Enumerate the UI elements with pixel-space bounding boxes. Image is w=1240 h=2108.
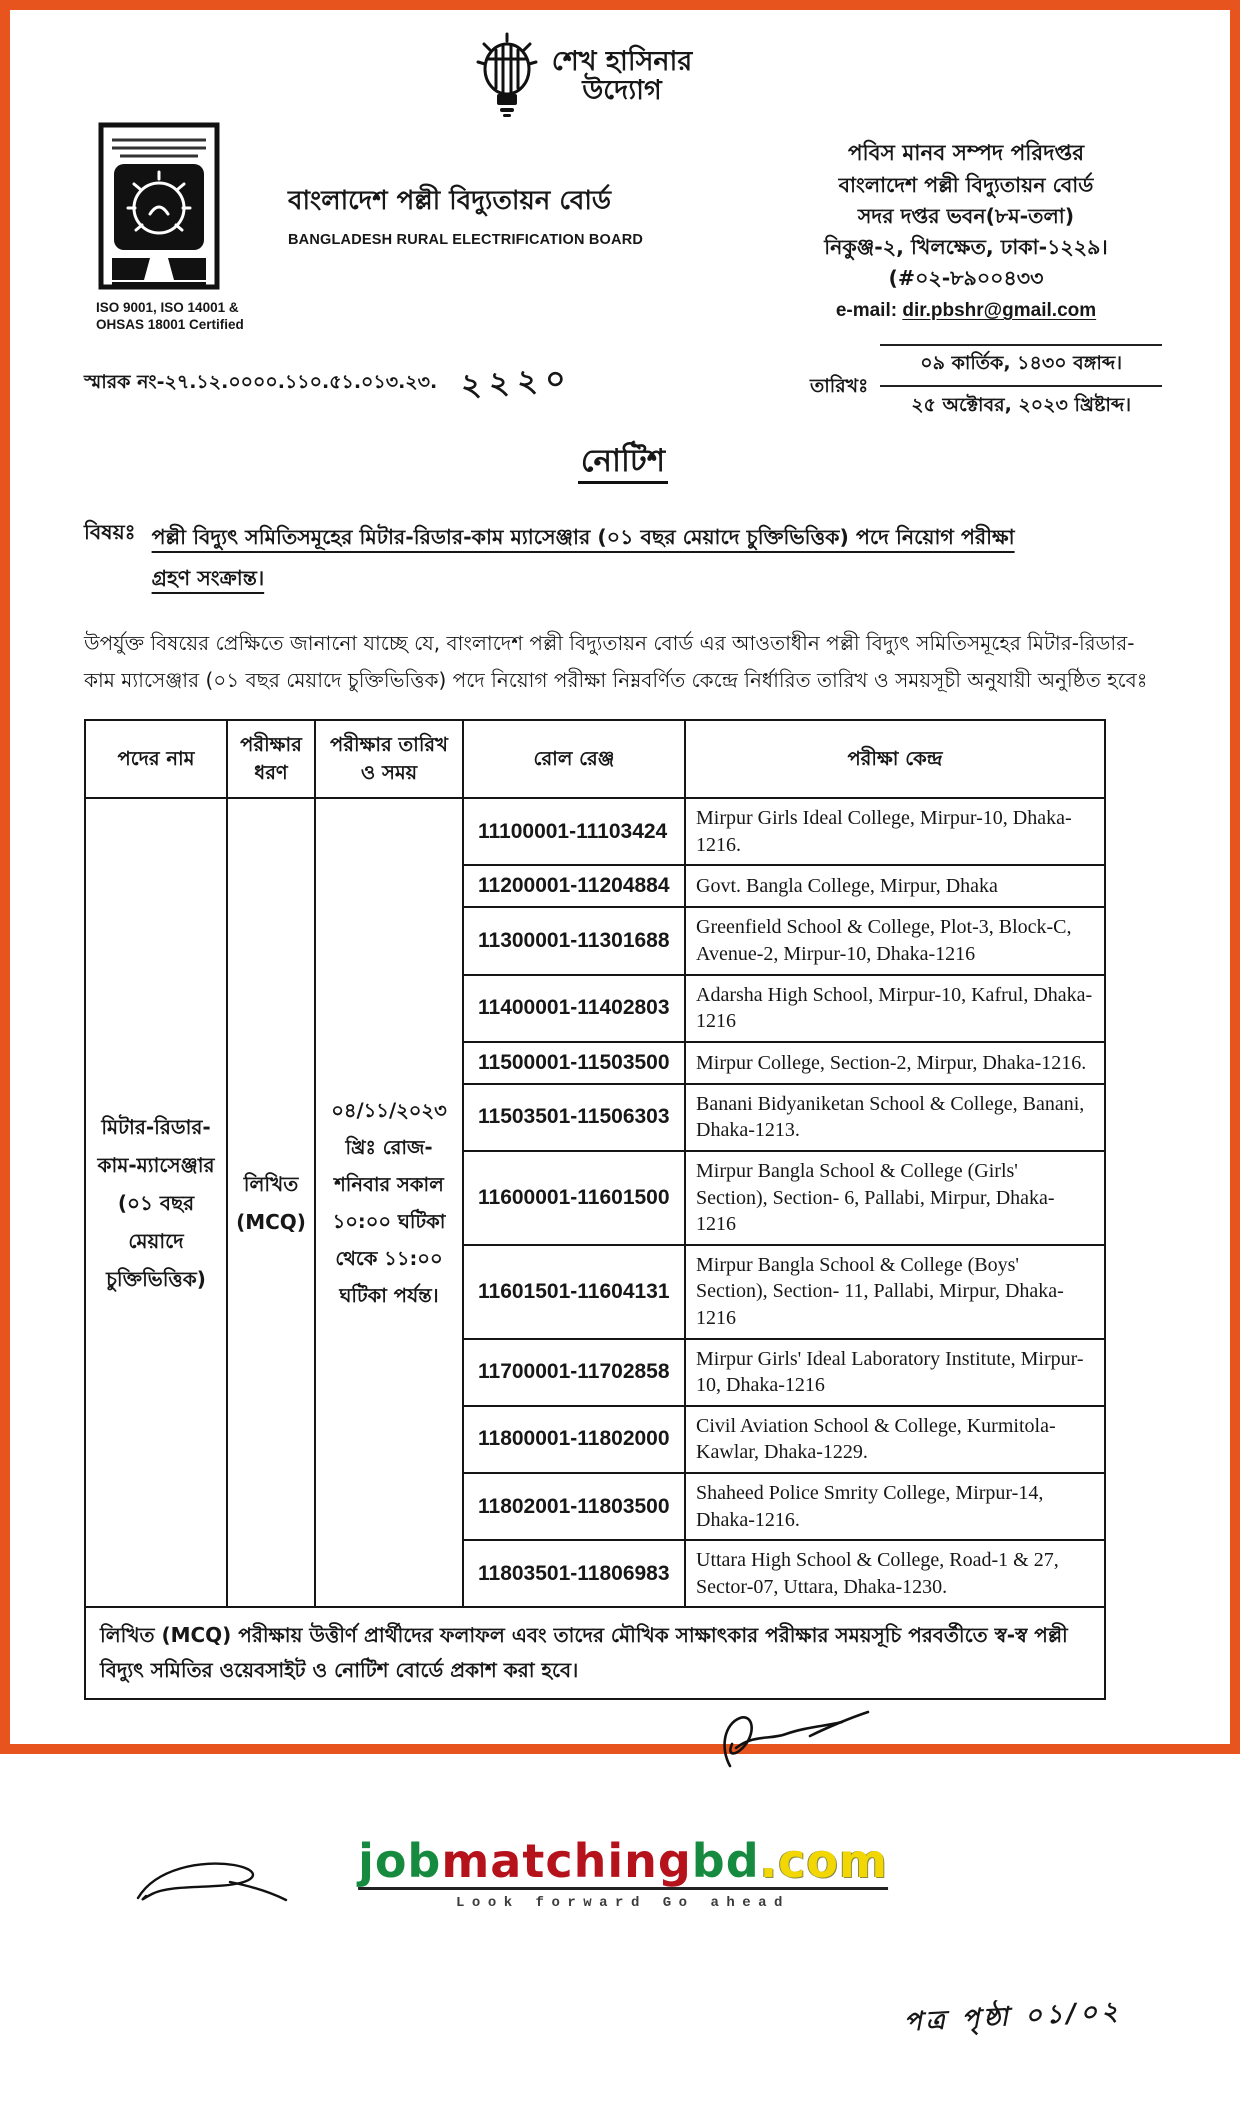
org-name-block [284, 122, 770, 334]
scribble-icon [132, 1856, 292, 1916]
signature-icon [714, 1706, 874, 1778]
office-line4: নিকুঞ্জ-২, খিলক্ষেত, ঢাকা-১২২৯। [824, 234, 1108, 259]
letterhead [84, 122, 1162, 334]
initiative-line1: শেখ হাসিনার [551, 45, 693, 77]
exam-center: Mirpur Girls' Ideal Laboratory Institute, Mirpur-10, Dhaka-1216 [685, 1339, 1105, 1406]
exam-center: Mirpur Bangla School & College (Boys' Section), Section- 11, Pallabi, Mirpur, Dhaka-1216 [685, 1245, 1105, 1339]
exam-center: Mirpur Bangla School & College (Girls' Section), Section- 6, Pallabi, Mirpur, Dhaka-1216 [685, 1151, 1105, 1245]
handwritten-page-number: পত্র পৃষ্ঠা ০১/০২ [903, 1996, 1123, 2039]
exam-center: Greenfield School & College, Plot-3, Block-C, Avenue-2, Mirpur-10, Dhaka-1216 [685, 907, 1105, 974]
brand-part-bd: bd [691, 1834, 760, 1889]
roll-range: 11802001-11803500 [463, 1473, 685, 1540]
notice-title-text: নোটিশ [578, 443, 668, 484]
roll-range: 11800001-11802000 [463, 1406, 685, 1473]
memo-row [84, 344, 1162, 423]
roll-range: 11803501-11806983 [463, 1540, 685, 1607]
exam-center: Banani Bidyaniketan School & College, Banani, Dhaka-1213. [685, 1084, 1105, 1151]
header-exam-datetime: পরীক্ষার তারিখ ও সময় [315, 720, 463, 799]
iso-line2: OHSAS 18001 Certified [96, 316, 244, 332]
exam-center: Adarsha High School, Mirpur-10, Kafrul, Dhaka-1216 [685, 975, 1105, 1042]
office-phone: (#০২-৮৯০০৪৩৩ [888, 265, 1044, 290]
iso-line1: ISO 9001, ISO 14001 & [96, 300, 239, 315]
subject-row [84, 517, 1162, 599]
brand-part-job: job [358, 1834, 442, 1889]
table-row [85, 798, 1105, 865]
roll-range: 11100001-11103424 [463, 798, 685, 865]
roll-range: 11601501-11604131 [463, 1245, 685, 1339]
header-roll-range: রোল রেঞ্জ [463, 720, 685, 799]
exam-center: Civil Aviation School & College, Kurmitola-Kawlar, Dhaka-1229. [685, 1406, 1105, 1473]
memo-number-label: স্মারক নং-২৭.১২.০০০০.১১০.৫১.০১৩.২৩. [84, 370, 438, 393]
office-address-block [770, 122, 1162, 334]
exam-type-cell: লিখিত (MCQ) [227, 798, 315, 1607]
roll-range: 11700001-11702858 [463, 1339, 685, 1406]
header-exam-type: পরীক্ষার ধরণ [227, 720, 315, 799]
signature-row [84, 1700, 1162, 1808]
brand-tagline: Look forward Go ahead [358, 1887, 888, 1911]
exam-center: Uttara High School & College, Road-1 & 27, Sector-07, Uttara, Dhaka-1230. [685, 1540, 1105, 1607]
exam-center: Shaheed Police Smrity College, Mirpur-14, Dhaka-1216. [685, 1473, 1105, 1540]
roll-range: 11500001-11503500 [463, 1042, 685, 1084]
initiative-logo [4, 32, 1162, 120]
office-line2: বাংলাদেশ পল্লী বিদ্যুতায়ন বোর্ড [838, 173, 1094, 198]
table-footer-row [85, 1607, 1105, 1699]
date-bangla: ০৯ কার্তিক, ১৪৩০ বঙ্গাব্দ। [880, 344, 1162, 387]
date-label: তারিখঃ [810, 375, 869, 398]
exam-center: Govt. Bangla College, Mirpur, Dhaka [685, 865, 1105, 907]
memo-number [84, 344, 574, 410]
org-name-bn: বাংলাদেশ পল্লী বিদ্যুতায়ন বোর্ড [288, 186, 612, 216]
exam-center: Mirpur College, Section-2, Mirpur, Dhaka-1216. [685, 1042, 1105, 1084]
lightbulb-balloon-icon [474, 32, 540, 120]
exam-datetime-cell: ০৪/১১/২০২৩ খ্রিঃ রোজ-শনিবার সকাল ১০:০০ ঘটিকা থেকে ১১:০০ ঘটিকা পর্যন্ত। [315, 798, 463, 1607]
header-exam-center: পরীক্ষা কেন্দ্র [685, 720, 1105, 799]
breb-logo-block [84, 122, 284, 334]
roll-range: 11400001-11402803 [463, 975, 685, 1042]
email-label: e-mail: [835, 300, 898, 322]
exam-schedule-table [84, 719, 1106, 1701]
breb-logo [98, 122, 220, 290]
initiative-logo-text [552, 47, 692, 105]
office-email-line [770, 297, 1162, 326]
body-paragraph: উপর্যুক্ত বিষয়ের প্রেক্ষিতে জানানো যাচ্ছে যে, বাংলাদেশ পল্লী বিদ্যুতায়ন বোর্ড এর আওতাধীন পল্লী বিদ্যুৎ সমিতিসমূহের মিটার-রিডার-কাম ম্যাসেঞ্জার (০১ বছর মেয়াদে চুক্তিভিত্তিক) পদে নিয়োগ পরীক্ষা নিম্নবর্ণিত কেন্দ্রে নির্ধারিত তারিখ ও সময়সূচী অনুযায়ী অনুষ্ঠিত হবেঃ [84, 630, 1148, 692]
roll-range: 11200001-11204884 [463, 865, 685, 907]
header-post-name: পদের নাম [85, 720, 227, 799]
initiative-line2: উদ্যোগ [582, 75, 662, 106]
date-gregorian: ২৫ অক্টোবর, ২০২৩ খ্রিষ্টাব্দ। [911, 393, 1132, 416]
roll-range: 11300001-11301688 [463, 907, 685, 974]
jobmatchingbd-wordmark [358, 1834, 888, 1889]
footer-area [84, 1808, 1162, 2108]
iso-certification [96, 300, 284, 334]
org-name-en: BANGLADESH RURAL ELECTRIFICATION BOARD [288, 232, 644, 248]
result-publication-note: লিখিত (MCQ) পরীক্ষায় উত্তীর্ণ প্রার্থীদের ফলাফল এবং তাদের মৌখিক সাক্ষাৎকার পরীক্ষার সময়সূচি পরবর্তীতে স্ব-স্ব পল্লী বিদ্যুৎ সমিতির ওয়েবসাইট ও নোটিশ বোর্ডে প্রকাশ করা হবে। [85, 1607, 1105, 1699]
date-lines [880, 344, 1162, 423]
roll-range: 11600001-11601500 [463, 1151, 685, 1245]
subject-label: বিষয়ঃ [84, 519, 136, 544]
date-block [810, 344, 1162, 423]
brand-part-matching: matching [441, 1834, 692, 1889]
subject-text: পল্লী বিদ্যুৎ সমিতিসমূহের মিটার-রিডার-কাম ম্যাসেঞ্জার (০১ বছর মেয়াদে চুক্তিভিত্তিক) পদে নিয়োগ পরীক্ষা গ্রহণ সংক্রান্ত। [151, 524, 1015, 590]
notice-title [84, 437, 1162, 489]
table-header-row [85, 720, 1105, 799]
jobmatchingbd-logo [358, 1834, 888, 1912]
roll-range: 11503501-11506303 [463, 1084, 685, 1151]
office-line3: সদর দপ্তর ভবন(৮ম-তলা) [857, 204, 1075, 228]
exam-center: Mirpur Girls Ideal College, Mirpur-10, Dhaka-1216. [685, 798, 1105, 865]
brand-part-com: .com [759, 1834, 888, 1889]
memo-handwritten-number: ২২২০ [459, 359, 575, 404]
email-address: dir.pbshr@gmail.com [902, 300, 1097, 322]
post-name-cell: মিটার-রিডার-কাম-ম্যাসেঞ্জার (০১ বছর মেয়াদে চুক্তিভিত্তিক) [85, 798, 227, 1607]
office-line1: পবিস মানব সম্পদ পরিদপ্তর [847, 141, 1085, 166]
